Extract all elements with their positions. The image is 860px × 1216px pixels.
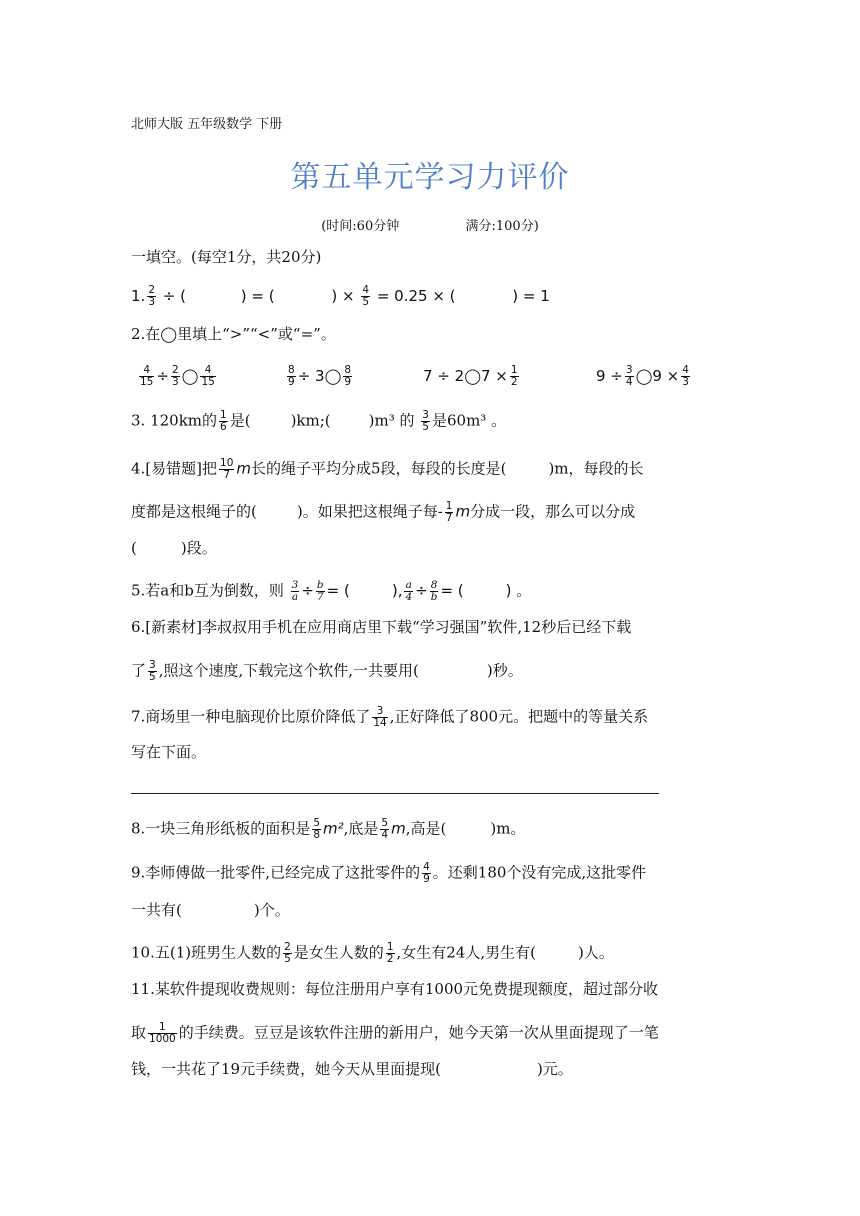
book-header: 北师大版 五年级数学 下册	[131, 117, 283, 132]
question-6-line-2: 了 $\frac{3}{5}$ ,照这个速度,下载完这个软件,一共要用( )秒。	[131, 659, 523, 684]
question-7: 7.商场里一种电脑现价比原价降低了 $\frac{3}{14}$ ,正好降低了800元。把题中的等量关系	[131, 705, 649, 730]
fraction: $\frac{b}{7}$	[316, 579, 324, 604]
fraction: $\frac{10}{7}$	[220, 457, 234, 482]
fraction: $\frac{1}{2}$	[386, 941, 394, 966]
fraction: $\frac{5}{8}$	[313, 817, 321, 842]
fraction: $\frac{1}{2}$	[510, 364, 518, 389]
question-11-line-3: 钱，一共花了19元手续费，她今天从里面提现( )元。	[131, 1060, 573, 1078]
answer-line[interactable]	[131, 793, 659, 794]
compare-b: $\frac{8}{9}$ ÷ 3◯ $\frac{8}{9}$	[288, 364, 352, 389]
time-limit: (时间:60分钟	[321, 219, 400, 234]
question-6: 6.[新素材]李叔叔用手机在应用商店里下载“学习强国”软件,12秒后已经下载	[131, 618, 632, 636]
fraction: $\frac{3}{4}$	[625, 364, 633, 389]
question-10: 10.五(1)班男生人数的 $\frac{2}{5}$ 是女生人数的 $\frac{1}{2}$ ,女生有24人,男生有( )人。	[131, 941, 614, 966]
compare-c: 7 ÷ 2◯7 × $\frac{1}{2}$	[423, 364, 518, 389]
question-2: 2.在◯里填上“>”“<”或“=”。	[131, 325, 336, 343]
fraction: $\frac{5}{4}$	[381, 817, 389, 842]
fraction: $\frac{3}{5}$	[422, 409, 429, 434]
fraction: $\frac{1}{1000}$	[149, 1021, 176, 1046]
fraction: $\frac{8}{b}$	[430, 579, 438, 604]
fraction: $\frac{4}{15}$	[201, 364, 215, 389]
question-11: 11.某软件提现收费规则：每位注册用户享有1000元免费提现额度，超过部分收	[131, 980, 659, 998]
fraction: $\frac{8}{9}$	[344, 364, 352, 389]
section-heading: 一填空。(每空1分，共20分)	[131, 248, 322, 266]
fraction: $\frac{8}{9}$	[288, 364, 295, 389]
fraction: $\frac{4}{5}$	[362, 284, 370, 309]
fraction: $\frac{4}{9}$	[423, 861, 430, 886]
fraction: $\frac{2}{5}$	[284, 941, 291, 966]
question-4: 4.[易错题]把 $\frac{10}{7}$ m长的绳子平均分成5段，每段的长度是( )m，每段的长	[131, 457, 644, 482]
question-4-line-2: 度都是这根绳子的( )。如果把这根绳子每- $\frac{1}{7}$ m分成一段，那么可以分成	[131, 500, 636, 525]
question-9: 9.李师傅做一批零件,已经完成了这批零件的 $\frac{4}{9}$ 。还剩180个没有完成,这批零件	[131, 861, 647, 886]
fraction: $\frac{2}{3}$	[148, 284, 155, 309]
fraction: $\frac{1}{6}$	[220, 409, 227, 434]
fraction: $\frac{3}{5}$	[149, 659, 156, 684]
page-title: 第五单元学习力评价	[290, 160, 570, 195]
question-1: 1. $\frac{2}{3}$ ÷ ( ) = ( ) × $\frac{4}{5}$ = 0.25 × ( ) = 1	[131, 284, 550, 309]
question-5: 5.若a和b互为倒数，则 $\frac{3}{a}$ ÷ $\frac{b}{7}$ = ( ), $\frac{a}{4}$ ÷ $\frac{8}{b}$ = ( ) 。	[131, 579, 532, 604]
question-9-line-2: 一共有( )个。	[131, 901, 290, 919]
question-4-line-3: ( )段。	[131, 539, 217, 557]
question-3: 3. 120km的 $\frac{1}{6}$ 是( )km;( )m³ 的 $\frac{3}{5}$ 是60m³ 。	[131, 409, 507, 434]
fraction: $\frac{4}{15}$	[140, 364, 154, 389]
fraction: $\frac{a}{4}$	[405, 579, 413, 604]
fraction: $\frac{3}{a}$	[291, 579, 299, 604]
exam-info	[0, 215, 860, 234]
fraction: $\frac{3}{14}$	[373, 705, 387, 730]
compare-d: 9 ÷ $\frac{3}{4}$ ◯9 × $\frac{4}{3}$	[596, 364, 689, 389]
question-7-line-2: 写在下面。	[131, 743, 207, 761]
question-11-line-2: 取 $\frac{1}{1000}$ 的手续费。豆豆是该软件注册的新用户，她今天第一次从里面提现了一笔	[131, 1021, 659, 1046]
question-8: 8.一块三角形纸板的面积是 $\frac{5}{8}$ m²,底是 $\frac{5}{4}$ m,高是( )m。	[131, 817, 526, 842]
compare-a: $\frac{4}{15}$ ÷ $\frac{2}{3}$ ◯ $\frac{4}{15}$	[140, 364, 215, 389]
fraction: $\frac{2}{3}$	[171, 364, 179, 389]
fraction: $\frac{1}{7}$	[445, 500, 453, 525]
full-score: 满分:100分)	[465, 219, 539, 234]
fraction: $\frac{4}{3}$	[682, 364, 689, 389]
